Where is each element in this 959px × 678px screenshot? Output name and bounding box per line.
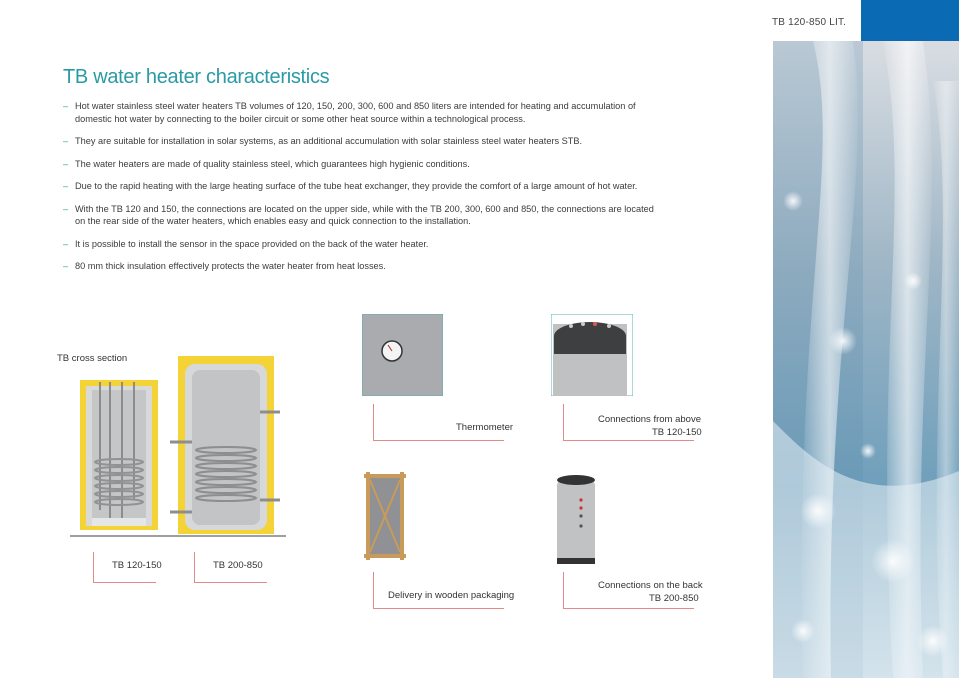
label-tb-120-150: TB 120-150	[112, 560, 162, 571]
small-tank-section	[80, 380, 158, 530]
list-item: – It is possible to install the sensor in the space provided on the back of the water heater.	[63, 238, 429, 249]
list-item: – Due to the rapid heating with the large heating surface of the tube heat exchanger, they provide the comfort of a large amount of hot water.	[63, 181, 638, 191]
characteristics-list	[63, 100, 663, 283]
list-item: – 80 mm thick insulation effectively protects the water heater from heat losses.	[63, 261, 386, 271]
connections-back-photo	[555, 472, 597, 566]
page-title: TB water heater characteristics	[63, 66, 330, 88]
cross-section-title: TB cross section	[57, 353, 128, 364]
connections-back-label-2: TB 200-850	[649, 593, 699, 604]
large-tank-section	[170, 356, 280, 534]
connections-above-label-2: TB 120-150	[652, 427, 702, 438]
list-item: – Hot water stainless steel water heaters TB volumes of 120, 150, 200, 300, 600 and 850 liters are intended for heating and accumulation of domestic hot water by connecting to the boiler circuit or some other heat source within a technological process.	[63, 101, 636, 124]
list-item: – The water heaters are made of quality stainless steel, which guarantees high hygienic conditions.	[63, 158, 470, 169]
thermometer-photo	[362, 314, 443, 396]
connections-above-label-1: Connections from above	[598, 414, 701, 425]
cross-section-diagram	[60, 350, 290, 540]
list-item: – They are suitable for installation in solar systems, as an additional accumulation with solar stainless steel water heaters STB.	[63, 136, 583, 146]
list-item: – With the TB 120 and 150, the connections are located on the upper side, while with the TB 200, 300, 600 and 850, the connections are located on the rear side of the water heaters, which enables easy and quick connection to the installation.	[63, 203, 654, 226]
packaging-label: Delivery in wooden packaging	[388, 590, 515, 601]
label-tb-200-850: TB 200-850	[213, 560, 263, 571]
page-tag: TB 120-850 LIT.	[772, 17, 847, 28]
water-splash-image	[773, 41, 959, 678]
connections-above-photo	[551, 314, 633, 396]
connections-back-label-1: Connections on the back	[598, 580, 703, 591]
thermometer-label: Thermometer	[456, 422, 514, 433]
brand-corner-block	[861, 0, 959, 41]
wooden-packaging-photo	[362, 470, 408, 562]
